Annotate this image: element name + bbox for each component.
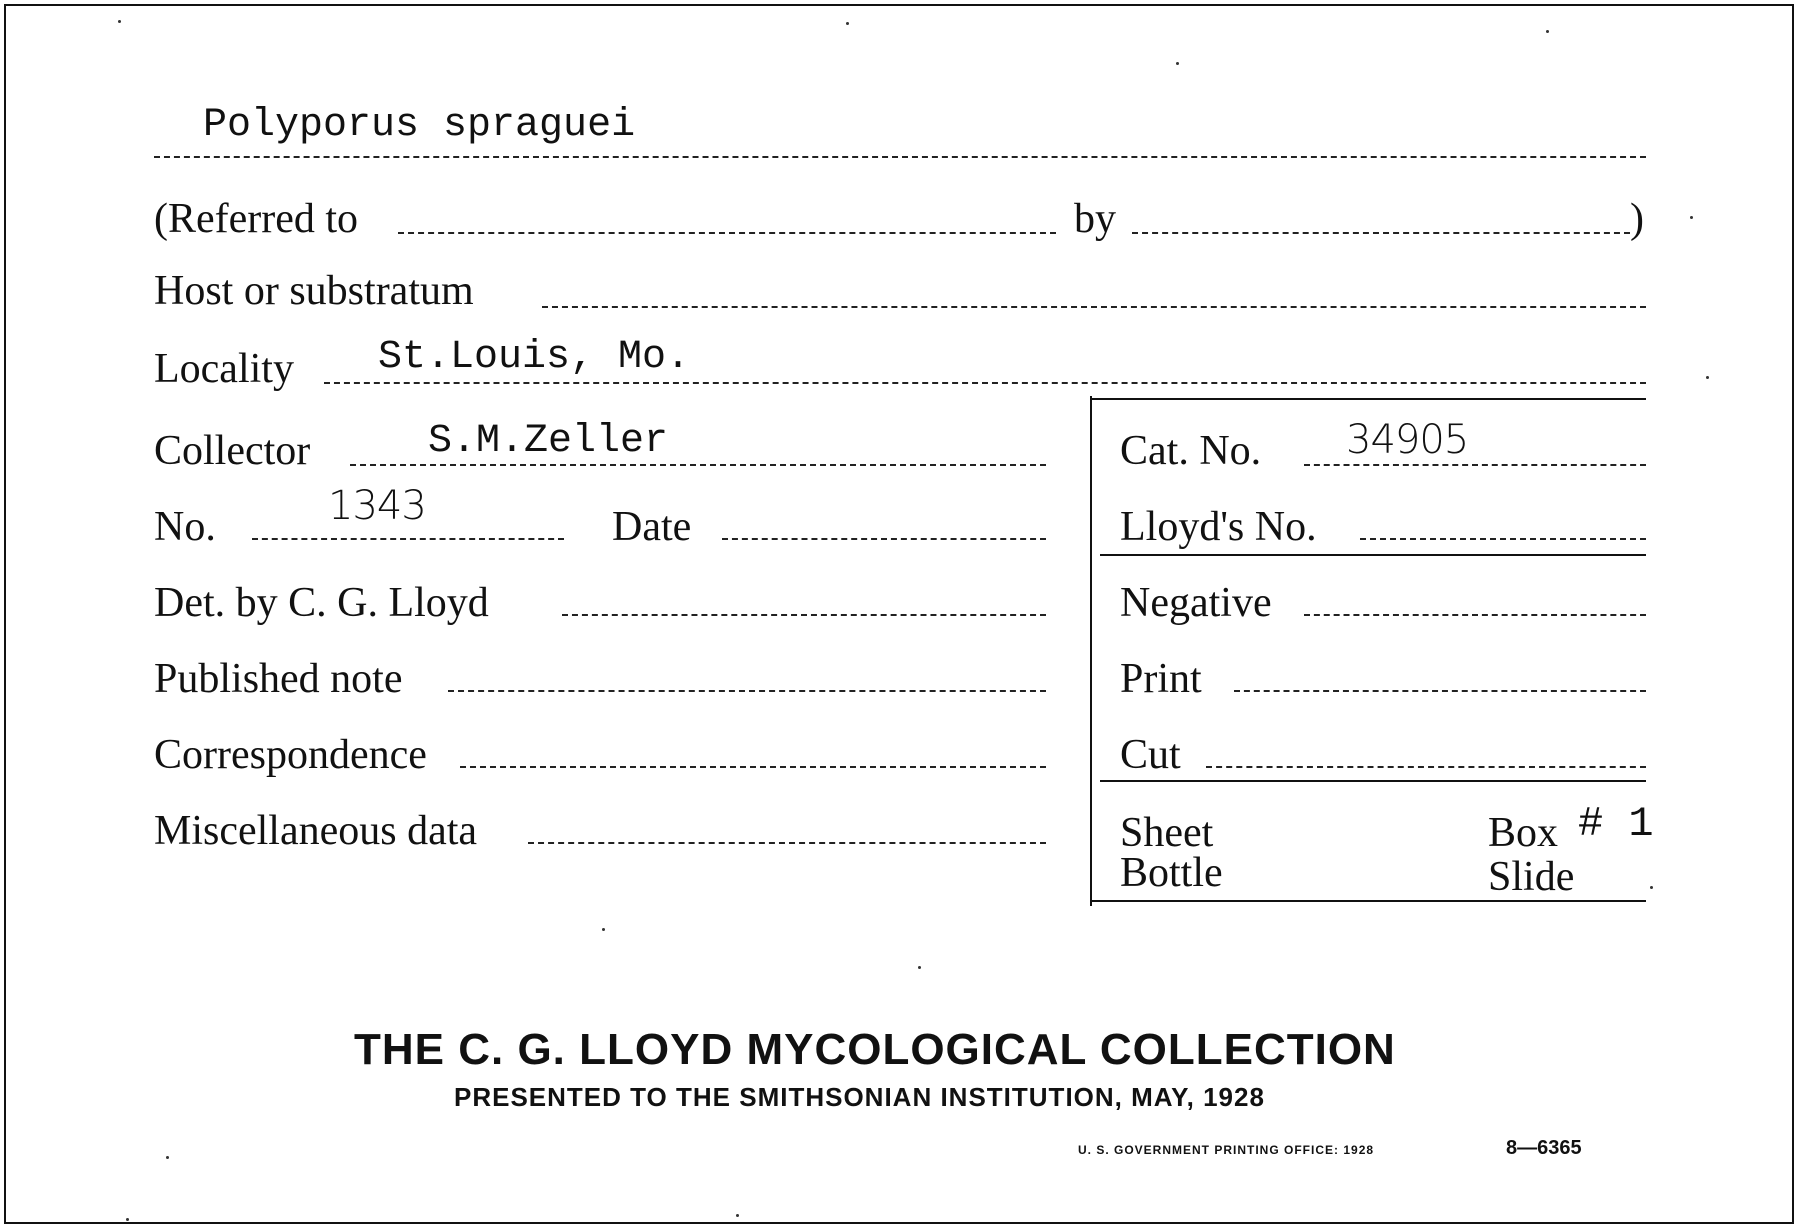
negative-label: Negative [1120, 580, 1272, 626]
right-box-divider-1 [1100, 554, 1646, 556]
scan-speck [846, 22, 849, 25]
slide-label: Slide [1488, 854, 1575, 900]
published-note-label: Published note [154, 656, 403, 702]
det-by-label: Det. by C. G. Lloyd [154, 580, 489, 626]
locality-value: St.Louis, Mo. [378, 335, 691, 380]
specimen-card [4, 4, 1794, 1224]
species-name: Polyporus spraguei [203, 103, 636, 148]
date-label: Date [612, 504, 692, 550]
collection-subtitle: PRESENTED TO THE SMITHSONIAN INSTITUTION, MAY, 1928 [454, 1082, 1265, 1112]
scan-speck [918, 966, 921, 969]
scan-speck [1176, 62, 1179, 65]
host-line [542, 306, 1646, 308]
scan-speck [1690, 216, 1693, 219]
print-label: Print [1120, 656, 1202, 702]
correspondence-line [460, 766, 1046, 768]
cat-no-label: Cat. No. [1120, 428, 1262, 474]
close-paren: ) [1630, 196, 1644, 242]
no-line [252, 538, 564, 540]
right-box-bottom-border [1090, 900, 1646, 902]
species-line [154, 156, 1646, 158]
box-label: Box [1488, 810, 1559, 856]
scan-speck [1706, 376, 1709, 379]
cat-no-value: 34905 [1346, 417, 1469, 463]
published-note-line [448, 690, 1046, 692]
printer-credit: U. S. GOVERNMENT PRINTING OFFICE: 1928 [1078, 1143, 1375, 1157]
box-value: # 1 [1578, 800, 1654, 848]
scan-speck [126, 1218, 129, 1221]
referred-to-line [398, 232, 1056, 234]
scan-speck [1650, 886, 1653, 889]
scan-speck [736, 1214, 739, 1217]
cut-label: Cut [1120, 732, 1181, 778]
scan-speck [1546, 30, 1549, 33]
lloyds-no-label: Lloyd's No. [1120, 504, 1317, 550]
by-line [1132, 232, 1630, 234]
print-line [1234, 690, 1646, 692]
form-number: 8—6365 [1506, 1137, 1582, 1159]
det-by-line [562, 614, 1046, 616]
right-box-divider-2 [1100, 780, 1646, 782]
misc-data-line [528, 842, 1046, 844]
cat-no-line [1304, 464, 1646, 466]
collection-title: THE C. G. LLOYD MYCOLOGICAL COLLECTION [354, 1025, 1396, 1074]
collector-label: Collector [154, 428, 311, 474]
bottle-label: Bottle [1120, 850, 1223, 896]
correspondence-label: Correspondence [154, 732, 427, 778]
locality-label: Locality [154, 346, 294, 392]
no-label: No. [154, 504, 216, 550]
misc-data-label: Miscellaneous data [154, 808, 478, 854]
date-line [722, 538, 1046, 540]
sheet-label: Sheet [1120, 810, 1214, 856]
right-box-top-border [1090, 398, 1646, 400]
collector-value: S.M.Zeller [428, 419, 669, 464]
cut-line [1206, 766, 1646, 768]
lloyds-no-line [1360, 538, 1646, 540]
no-value: 1343 [328, 483, 426, 529]
scan-speck [602, 928, 605, 931]
right-box-left-border [1090, 396, 1092, 906]
host-label: Host or substratum [154, 268, 474, 314]
scan-speck [166, 1156, 169, 1159]
locality-line [324, 382, 1646, 384]
by-label: by [1074, 196, 1116, 242]
negative-line [1304, 614, 1646, 616]
collector-line [350, 464, 1046, 466]
referred-to-label: (Referred to [154, 196, 359, 242]
scan-speck [118, 20, 121, 23]
